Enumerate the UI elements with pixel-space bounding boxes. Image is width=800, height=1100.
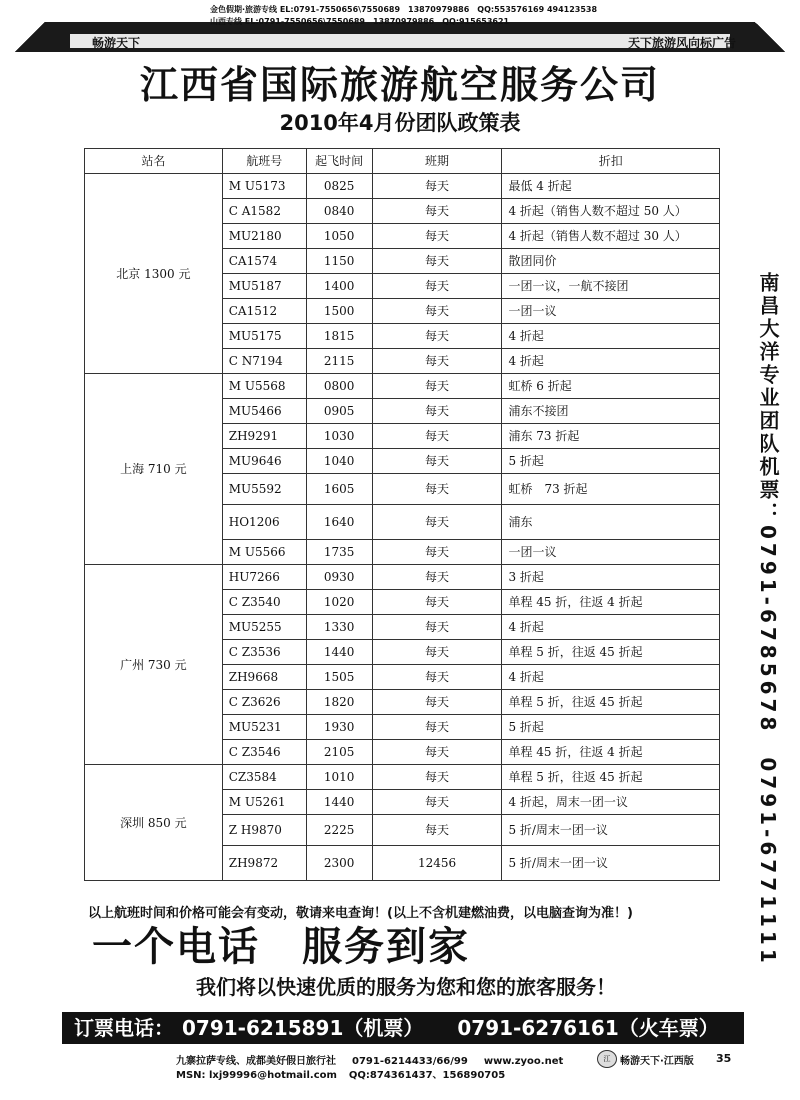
footer-line2	[176, 1066, 505, 1081]
footer-brand: 畅游天下·江西版	[620, 1056, 694, 1067]
time-cell: 1010	[306, 765, 372, 790]
side-ad	[748, 272, 788, 967]
schedule-cell: 每天	[372, 174, 502, 199]
discount-cell: 4 折起	[502, 615, 720, 640]
time-cell: 1735	[306, 540, 372, 565]
air-ticket-phone: 0791-6215891（机票）	[182, 1016, 424, 1040]
flight-cell: MU2180	[222, 224, 306, 249]
schedule-cell: 每天	[372, 740, 502, 765]
schedule-cell: 每天	[372, 565, 502, 590]
flight-cell: ZH9668	[222, 665, 306, 690]
flight-cell: M U5566	[222, 540, 306, 565]
time-cell: 2105	[306, 740, 372, 765]
header-bar	[0, 0, 800, 52]
hotline1: EL:0791-7550656\7550689 13870979886 QQ:553576169 494123538	[279, 5, 598, 14]
footer-website: www.zyoo.net	[483, 1056, 564, 1067]
schedule-cell: 每天	[372, 815, 502, 846]
side-ad-text: 南昌大洋专业团队机票：	[756, 272, 780, 525]
schedule-cell: 每天	[372, 665, 502, 690]
schedule-cell: 每天	[372, 590, 502, 615]
col-header-discount: 折扣	[502, 149, 720, 174]
discount-cell: 单程 45 折，往返 4 折起	[502, 590, 720, 615]
schedule-cell: 每天	[372, 399, 502, 424]
discount-cell: 浦东	[502, 505, 720, 540]
flight-cell: CZ3584	[222, 765, 306, 790]
discount-cell: 最低 4 折起	[502, 174, 720, 199]
schedule-cell: 每天	[372, 505, 502, 540]
table-row	[85, 374, 720, 399]
hotline1-tag: 金色假期·旅游专线	[210, 5, 278, 14]
time-cell: 0825	[306, 174, 372, 199]
booking-label: 订票电话：	[74, 1016, 174, 1040]
brand-logo-icon: 江	[597, 1050, 617, 1068]
footer-msn: MSN: lxj99996@hotmail.com	[176, 1070, 337, 1081]
station-cell: 广州 730 元	[85, 565, 223, 765]
time-cell: 1815	[306, 324, 372, 349]
discount-cell: 4 折起	[502, 324, 720, 349]
discount-cell: 单程 45 折，往返 4 折起	[502, 740, 720, 765]
discount-cell: 浦东不接团	[502, 399, 720, 424]
flight-cell: HU7266	[222, 565, 306, 590]
schedule-cell: 每天	[372, 790, 502, 815]
time-cell: 1440	[306, 640, 372, 665]
station-cell: 北京 1300 元	[85, 174, 223, 374]
footer-line1	[176, 1052, 563, 1067]
flight-cell: M U5173	[222, 174, 306, 199]
discount-cell: 一团一议，一航不接团	[502, 274, 720, 299]
header-right-label: 天下旅游风向标广告	[628, 36, 737, 50]
time-cell: 2300	[306, 846, 372, 881]
discount-cell: 单程 5 折，往返 45 折起	[502, 690, 720, 715]
discount-cell: 单程 5 折，往返 45 折起	[502, 640, 720, 665]
flight-cell: HO1206	[222, 505, 306, 540]
slogan: 一个电话 服务到家	[92, 924, 470, 970]
station-cell: 深圳 850 元	[85, 765, 223, 881]
discount-cell: 5 折/周末一团一议	[502, 846, 720, 881]
time-cell: 0930	[306, 565, 372, 590]
footer-qq: QQ:874361437、156890705	[348, 1070, 506, 1081]
table-row	[85, 174, 720, 199]
side-ad-phone1: 0791-6785678	[756, 525, 780, 735]
schedule-cell: 每天	[372, 199, 502, 224]
time-cell: 1040	[306, 449, 372, 474]
time-cell: 0840	[306, 199, 372, 224]
discount-cell: 4 折起，周末一团一议	[502, 790, 720, 815]
time-cell: 1820	[306, 690, 372, 715]
schedule-cell: 每天	[372, 765, 502, 790]
time-cell: 0905	[306, 399, 372, 424]
time-cell: 1440	[306, 790, 372, 815]
flight-cell: ZH9291	[222, 424, 306, 449]
schedule-cell: 每天	[372, 224, 502, 249]
discount-cell: 4 折起	[502, 665, 720, 690]
flight-cell: C Z3540	[222, 590, 306, 615]
discount-cell: 浦东 73 折起	[502, 424, 720, 449]
policy-table	[84, 148, 720, 881]
schedule-cell: 每天	[372, 640, 502, 665]
policy-subtitle: 2010年4月份团队政策表	[279, 111, 521, 135]
flight-cell: ZH9872	[222, 846, 306, 881]
discount-cell: 虹桥 6 折起	[502, 374, 720, 399]
booking-bar	[62, 1012, 744, 1044]
time-cell: 2225	[306, 815, 372, 846]
schedule-cell: 每天	[372, 249, 502, 274]
discount-cell: 一团一议	[502, 540, 720, 565]
flight-cell: MU9646	[222, 449, 306, 474]
table-header-row	[85, 149, 720, 174]
schedule-cell: 每天	[372, 690, 502, 715]
flight-cell: MU5255	[222, 615, 306, 640]
company-title: 江西省国际旅游航空服务公司	[139, 63, 660, 107]
station-cell: 上海 710 元	[85, 374, 223, 565]
time-cell: 1030	[306, 424, 372, 449]
flight-cell: C N7194	[222, 349, 306, 374]
flight-cell: MU5592	[222, 474, 306, 505]
train-ticket-phone: 0791-6276161（火车票）	[457, 1016, 719, 1040]
schedule-cell: 每天	[372, 474, 502, 505]
time-cell: 1505	[306, 665, 372, 690]
table-row	[85, 765, 720, 790]
schedule-cell: 每天	[372, 349, 502, 374]
time-cell: 0800	[306, 374, 372, 399]
schedule-cell: 每天	[372, 449, 502, 474]
col-header-flight: 航班号	[222, 149, 306, 174]
flight-cell: C A1582	[222, 199, 306, 224]
time-cell: 1930	[306, 715, 372, 740]
time-cell: 2115	[306, 349, 372, 374]
flight-cell: C Z3626	[222, 690, 306, 715]
time-cell: 1330	[306, 615, 372, 640]
discount-cell: 单程 5 折，往返 45 折起	[502, 765, 720, 790]
flight-cell: MU5231	[222, 715, 306, 740]
col-header-time: 起飞时间	[306, 149, 372, 174]
header-left-label: 畅游天下	[92, 36, 141, 50]
schedule-cell: 每天	[372, 540, 502, 565]
schedule-cell: 每天	[372, 715, 502, 740]
hotline2: EL:0791-7550656\7550689 13870979886 QQ:915653621	[244, 17, 510, 26]
footer-agency-phone: 0791-6214433/66/99	[352, 1056, 468, 1067]
flight-cell: C Z3546	[222, 740, 306, 765]
table-row	[85, 565, 720, 590]
side-ad-phone2: 0791-6771111	[756, 757, 780, 967]
header-hotlines	[210, 4, 597, 28]
flight-cell: C Z3536	[222, 640, 306, 665]
time-cell: 1500	[306, 299, 372, 324]
time-cell: 1605	[306, 474, 372, 505]
price-notice: 以上航班时间和价格可能会有变动，敬请来电查询！(以上不含机建燃油费，以电脑查询为准！)	[88, 906, 633, 921]
footer-agency: 九寨拉萨专线、成都美好假日旅行社	[176, 1056, 336, 1067]
schedule-cell: 每天	[372, 324, 502, 349]
hotline2-tag: 山西专线	[210, 17, 242, 26]
discount-cell: 4 折起（销售人数不超过 50 人）	[502, 199, 720, 224]
flight-cell: Z H9870	[222, 815, 306, 846]
flight-cell: CA1574	[222, 249, 306, 274]
flight-cell: MU5187	[222, 274, 306, 299]
discount-cell: 一团一议	[502, 299, 720, 324]
col-header-schedule: 班期	[372, 149, 502, 174]
discount-cell: 虹桥 73 折起	[502, 474, 720, 505]
service-line: 我们将以快速优质的服务为您和您的旅客服务！	[196, 975, 616, 999]
schedule-cell: 每天	[372, 424, 502, 449]
flight-cell: M U5568	[222, 374, 306, 399]
flight-cell: MU5466	[222, 399, 306, 424]
schedule-cell: 每天	[372, 374, 502, 399]
schedule-cell: 每天	[372, 274, 502, 299]
discount-cell: 5 折起	[502, 449, 720, 474]
flight-cell: M U5261	[222, 790, 306, 815]
time-cell: 1150	[306, 249, 372, 274]
discount-cell: 4 折起	[502, 349, 720, 374]
header-left-corner	[0, 22, 70, 52]
flight-cell: CA1512	[222, 299, 306, 324]
page-number: 35	[716, 1052, 732, 1065]
header-right-corner	[730, 22, 800, 52]
discount-cell: 3 折起	[502, 565, 720, 590]
discount-cell: 4 折起（销售人数不超过 30 人）	[502, 224, 720, 249]
discount-cell: 散团同价	[502, 249, 720, 274]
schedule-cell: 每天	[372, 299, 502, 324]
discount-cell: 5 折/周末一团一议	[502, 815, 720, 846]
col-header-station: 站名	[85, 149, 223, 174]
time-cell: 1020	[306, 590, 372, 615]
flight-cell: MU5175	[222, 324, 306, 349]
schedule-cell: 每天	[372, 615, 502, 640]
time-cell: 1640	[306, 505, 372, 540]
discount-cell: 5 折起	[502, 715, 720, 740]
schedule-cell: 12456	[372, 846, 502, 881]
time-cell: 1050	[306, 224, 372, 249]
time-cell: 1400	[306, 274, 372, 299]
